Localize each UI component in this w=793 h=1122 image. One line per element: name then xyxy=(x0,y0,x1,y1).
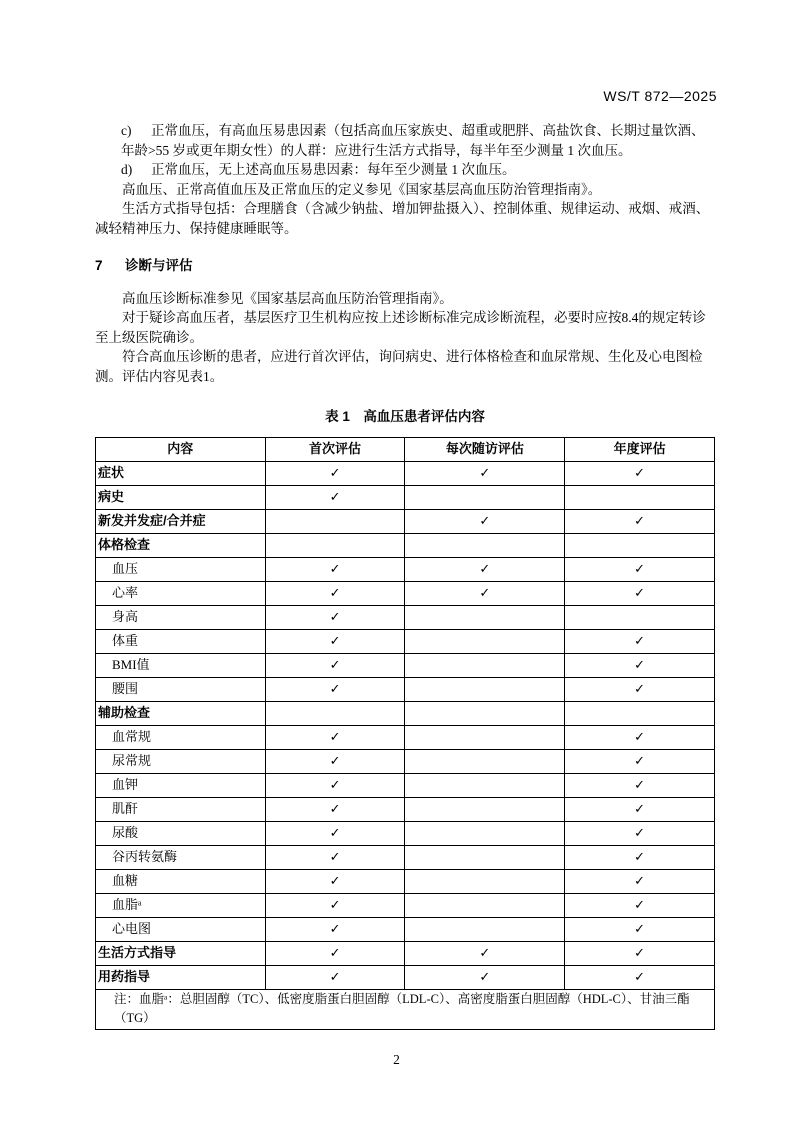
check-mark-cell: ✓ xyxy=(265,629,405,653)
check-mark-cell: ✓ xyxy=(565,845,715,869)
column-header: 年度评估 xyxy=(565,437,715,461)
check-mark-cell: ✓ xyxy=(265,893,405,917)
check-mark-cell: ✓ xyxy=(565,797,715,821)
empty-cell xyxy=(565,533,715,557)
table-row xyxy=(96,749,715,773)
check-mark-cell: ✓ xyxy=(265,725,405,749)
table-note: 注：血脂ᵃ：总胆固醇（TC）、低密度脂蛋白胆固醇（LDL-C）、高密度脂蛋白胆固醇（HDL-C）、甘油三酯（TG） xyxy=(96,989,715,1029)
table-row xyxy=(96,509,715,533)
table-row xyxy=(96,461,715,485)
check-mark-cell: ✓ xyxy=(265,581,405,605)
table-header-row xyxy=(96,437,715,461)
check-mark-cell: ✓ xyxy=(565,461,715,485)
table-body xyxy=(96,461,715,989)
empty-cell xyxy=(405,605,565,629)
paragraph: 生活方式指导包括：合理膳食（含减少钠盐、增加钾盐摄入）、控制体重、规律运动、戒烟、戒酒、减轻精神压力、保持健康睡眠等。 xyxy=(95,201,710,236)
check-mark-cell: ✓ xyxy=(265,965,405,989)
check-mark-cell: ✓ xyxy=(405,965,565,989)
table-row xyxy=(96,917,715,941)
empty-cell xyxy=(405,773,565,797)
row-label: 血压 xyxy=(96,557,266,581)
row-label: 谷丙转氨酶 xyxy=(96,845,266,869)
page-content xyxy=(95,121,715,1030)
empty-cell xyxy=(405,629,565,653)
doc-number: WS/T 872—2025 xyxy=(603,88,717,104)
check-mark-cell: ✓ xyxy=(265,797,405,821)
empty-cell xyxy=(405,893,565,917)
row-label: 尿常规 xyxy=(96,749,266,773)
check-mark-cell: ✓ xyxy=(265,941,405,965)
row-label: 血钾 xyxy=(96,773,266,797)
check-mark-cell: ✓ xyxy=(265,845,405,869)
table-row xyxy=(96,653,715,677)
check-mark-cell: ✓ xyxy=(265,917,405,941)
table-row xyxy=(96,725,715,749)
table-row xyxy=(96,557,715,581)
column-header: 首次评估 xyxy=(265,437,405,461)
check-mark-cell: ✓ xyxy=(565,941,715,965)
empty-cell xyxy=(405,653,565,677)
check-mark-cell: ✓ xyxy=(565,965,715,989)
evaluation-table xyxy=(95,437,715,1030)
table-row xyxy=(96,893,715,917)
table-note-body xyxy=(96,989,715,1029)
empty-cell xyxy=(565,701,715,725)
empty-cell xyxy=(265,701,405,725)
table-row xyxy=(96,773,715,797)
column-header: 内容 xyxy=(96,437,266,461)
table-row xyxy=(96,821,715,845)
empty-cell xyxy=(405,749,565,773)
row-label: 腰围 xyxy=(96,677,266,701)
table-row xyxy=(96,845,715,869)
table-row xyxy=(96,869,715,893)
row-label: 肌酐 xyxy=(96,797,266,821)
empty-cell xyxy=(265,533,405,557)
empty-cell xyxy=(405,797,565,821)
table-note-row xyxy=(96,989,715,1029)
check-mark-cell: ✓ xyxy=(265,773,405,797)
table-row xyxy=(96,533,715,557)
list-item-text: 正常血压，有高血压易患因素（包括高血压家族史、超重或肥胖、高盐饮食、长期过量饮酒、年龄>55 岁或更年期女性）的人群：应进行生活方式指导，每半年至少测量 1 次血压。 xyxy=(121,123,705,158)
empty-cell xyxy=(405,917,565,941)
row-label: 生活方式指导 xyxy=(96,941,266,965)
paragraph: 高血压、正常高值血压及正常血压的定义参见《国家基层高血压防治管理指南》。 xyxy=(122,181,602,197)
check-mark-cell: ✓ xyxy=(565,509,715,533)
check-mark-cell: ✓ xyxy=(565,557,715,581)
check-mark-cell: ✓ xyxy=(565,725,715,749)
empty-cell xyxy=(565,605,715,629)
empty-cell xyxy=(405,533,565,557)
row-label: 新发并发症/合并症 xyxy=(96,509,266,533)
paragraph: 高血压诊断标准参见《国家基层高血压防治管理指南》。 xyxy=(122,290,453,306)
empty-cell xyxy=(265,509,405,533)
list-item-label: d) xyxy=(121,162,133,177)
check-mark-cell: ✓ xyxy=(405,581,565,605)
row-label: 血常规 xyxy=(96,725,266,749)
check-mark-cell: ✓ xyxy=(265,677,405,701)
check-mark-cell: ✓ xyxy=(405,941,565,965)
row-label: 血脂ᵃ xyxy=(96,893,266,917)
table-row xyxy=(96,941,715,965)
check-mark-cell: ✓ xyxy=(565,893,715,917)
table-row xyxy=(96,701,715,725)
check-mark-cell: ✓ xyxy=(265,869,405,893)
row-label: 心电图 xyxy=(96,917,266,941)
empty-cell xyxy=(405,821,565,845)
check-mark-cell: ✓ xyxy=(565,749,715,773)
check-mark-cell: ✓ xyxy=(565,581,715,605)
empty-cell xyxy=(405,485,565,509)
section-heading xyxy=(95,256,715,276)
list-item-text: 正常血压，无上述高血压易患因素：每年至少测量 1 次血压。 xyxy=(151,162,516,177)
row-label: 体格检查 xyxy=(96,533,266,557)
row-label: 体重 xyxy=(96,629,266,653)
check-mark-cell: ✓ xyxy=(265,653,405,677)
page-number: 2 xyxy=(393,1052,400,1067)
row-label: 血糖 xyxy=(96,869,266,893)
check-mark-cell: ✓ xyxy=(265,485,405,509)
empty-cell xyxy=(405,701,565,725)
row-label: 辅助检查 xyxy=(96,701,266,725)
section-title: 诊断与评估 xyxy=(125,258,193,273)
list-item-d xyxy=(95,160,715,180)
paragraph: 符合高血压诊断的患者，应进行首次评估，询问病史、进行体格检查和血尿常规、生化及心电图检测。评估内容见表1。 xyxy=(95,349,703,384)
table-row xyxy=(96,581,715,605)
empty-cell xyxy=(405,869,565,893)
row-label: 用药指导 xyxy=(96,965,266,989)
check-mark-cell: ✓ xyxy=(565,629,715,653)
empty-cell xyxy=(405,725,565,749)
row-label: 身高 xyxy=(96,605,266,629)
table-caption: 表 1 高血压患者评估内容 xyxy=(325,409,485,424)
check-mark-cell: ✓ xyxy=(265,557,405,581)
table-row xyxy=(96,485,715,509)
check-mark-cell: ✓ xyxy=(565,869,715,893)
list-item-c xyxy=(95,121,715,160)
row-label: BMI值 xyxy=(96,653,266,677)
column-header: 每次随访评估 xyxy=(405,437,565,461)
table-row xyxy=(96,629,715,653)
row-label: 心率 xyxy=(96,581,266,605)
check-mark-cell: ✓ xyxy=(265,605,405,629)
check-mark-cell: ✓ xyxy=(565,821,715,845)
empty-cell xyxy=(405,677,565,701)
empty-cell xyxy=(405,845,565,869)
check-mark-cell: ✓ xyxy=(265,821,405,845)
check-mark-cell: ✓ xyxy=(265,749,405,773)
check-mark-cell: ✓ xyxy=(565,773,715,797)
check-mark-cell: ✓ xyxy=(565,917,715,941)
row-label: 症状 xyxy=(96,461,266,485)
check-mark-cell: ✓ xyxy=(265,461,405,485)
check-mark-cell: ✓ xyxy=(565,677,715,701)
list-item-label: c) xyxy=(121,123,132,138)
table-row xyxy=(96,965,715,989)
table-row xyxy=(96,677,715,701)
paragraph: 对于疑诊高血压者，基层医疗卫生机构应按上述诊断标准完成诊断流程，必要时应按8.4的规定转诊至上级医院确诊。 xyxy=(95,310,706,345)
empty-cell xyxy=(565,485,715,509)
section-number: 7 xyxy=(95,258,103,273)
row-label: 尿酸 xyxy=(96,821,266,845)
check-mark-cell: ✓ xyxy=(405,461,565,485)
row-label: 病史 xyxy=(96,485,266,509)
table-row xyxy=(96,605,715,629)
table-row xyxy=(96,797,715,821)
check-mark-cell: ✓ xyxy=(565,653,715,677)
check-mark-cell: ✓ xyxy=(405,557,565,581)
check-mark-cell: ✓ xyxy=(405,509,565,533)
